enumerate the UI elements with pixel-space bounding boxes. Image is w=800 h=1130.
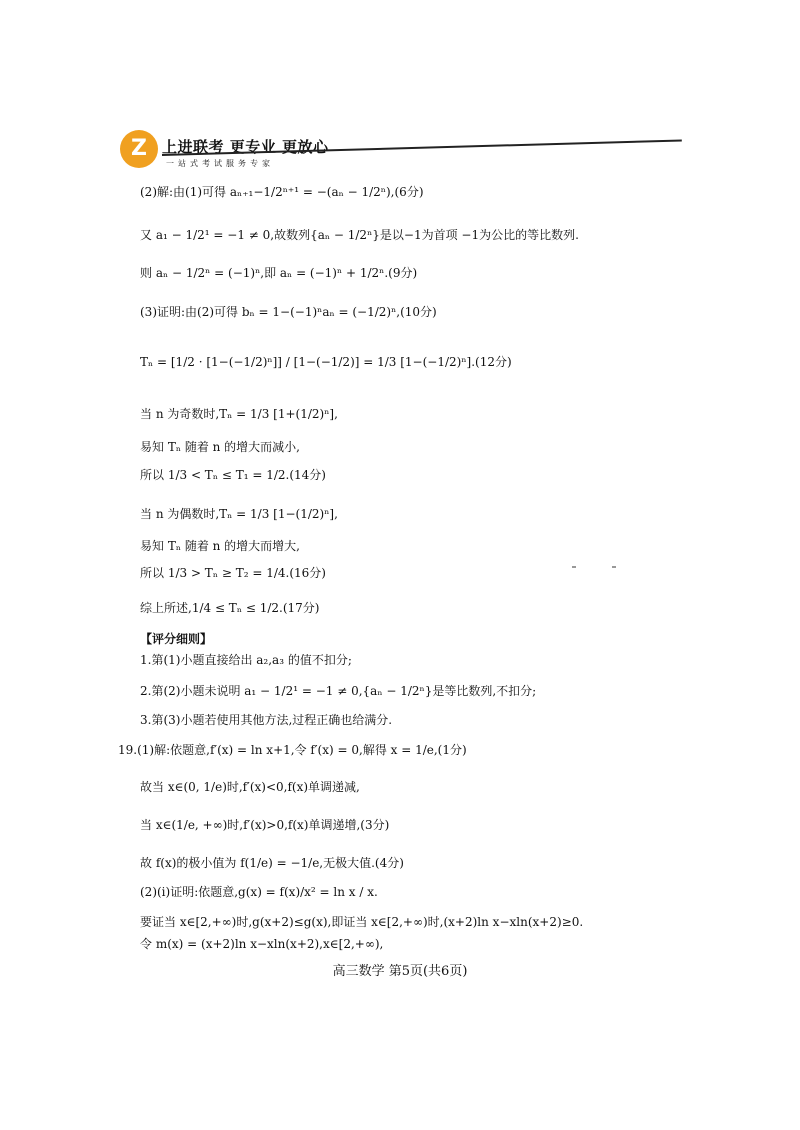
text-line: 2.第(2)小题未说明 a₁ − 1/2¹ = −1 ≠ 0,{aₙ − 1/2ⁿ}是等比数列,不扣分;	[140, 684, 537, 698]
header	[118, 128, 678, 176]
text-line: 易知 Tₙ 随着 n 的增大而减小,	[140, 440, 300, 454]
text-line: 综上所述,1/4 ≤ Tₙ ≤ 1/2.(17分)	[140, 601, 320, 615]
text-line: 所以 1/3 > Tₙ ≥ T₂ = 1/4.(16分)	[140, 566, 326, 580]
text-line: 又 a₁ − 1/2¹ = −1 ≠ 0,故数列{aₙ − 1/2ⁿ}是以−1为首项 −1为公比的等比数列.	[140, 228, 579, 242]
text-line: 所以 1/3 < Tₙ ≤ T₁ = 1/2.(14分)	[140, 468, 326, 482]
text-line: 故当 x∈(0, 1/e)时,f′(x)<0,f(x)单调递减,	[140, 780, 360, 794]
text-line: 1.第(1)小题直接给出 a₂,a₃ 的值不扣分;	[140, 653, 352, 667]
header-subslogan: 一站式考试服务专家	[166, 159, 274, 168]
page-footer: 高三数学 第5页(共6页)	[332, 964, 468, 979]
header-slogan: 上进联考 更专业 更放心	[162, 138, 329, 156]
text-line: (2)(i)证明:依题意,g(x) = f(x)/x² = ln x / x.	[140, 885, 378, 899]
text-line: 19.(1)解:依题意,f′(x) = ln x+1,令 f′(x) = 0,解得 x = 1/e,(1分)	[118, 743, 467, 757]
text-line: 要证当 x∈[2,+∞)时,g(x+2)≤g(x),即证当 x∈[2,+∞)时,(x+2)ln x−xln(x+2)≥0.	[140, 915, 584, 929]
text-line: 当 n 为偶数时,Tₙ = 1/3 [1−(1/2)ⁿ],	[140, 507, 338, 521]
text-line: 故 f(x)的极小值为 f(1/e) = −1/e,无极大值.(4分)	[140, 856, 404, 870]
text-line: 易知 Tₙ 随着 n 的增大而增大,	[140, 539, 300, 553]
text-line: Tₙ = [1/2 · [1−(−1/2)ⁿ]] / [1−(−1/2)] = 1/3 [1−(−1/2)ⁿ].(12分)	[140, 355, 512, 369]
text-line: 令 m(x) = (x+2)ln x−xln(x+2),x∈[2,+∞),	[140, 937, 384, 951]
text-line: (2)解:由(1)可得 aₙ₊₁−1/2ⁿ⁺¹ = −(aₙ − 1/2ⁿ),(6分)	[140, 185, 424, 199]
logo-icon: Z	[120, 130, 158, 168]
section-heading: 【评分细则】	[140, 632, 213, 646]
text-line: 则 aₙ − 1/2ⁿ = (−1)ⁿ,即 aₙ = (−1)ⁿ + 1/2ⁿ.(9分)	[140, 266, 418, 280]
scan-speck	[612, 566, 616, 568]
scan-speck	[572, 566, 576, 568]
text-line: (3)证明:由(2)可得 bₙ = 1−(−1)ⁿaₙ = (−1/2)ⁿ,(10分)	[140, 305, 437, 319]
text-line: 当 x∈(1/e, +∞)时,f′(x)>0,f(x)单调递增,(3分)	[140, 818, 390, 832]
text-line: 当 n 为奇数时,Tₙ = 1/3 [1+(1/2)ⁿ],	[140, 407, 338, 421]
text-line: 3.第(3)小题若使用其他方法,过程正确也给满分.	[140, 713, 393, 727]
